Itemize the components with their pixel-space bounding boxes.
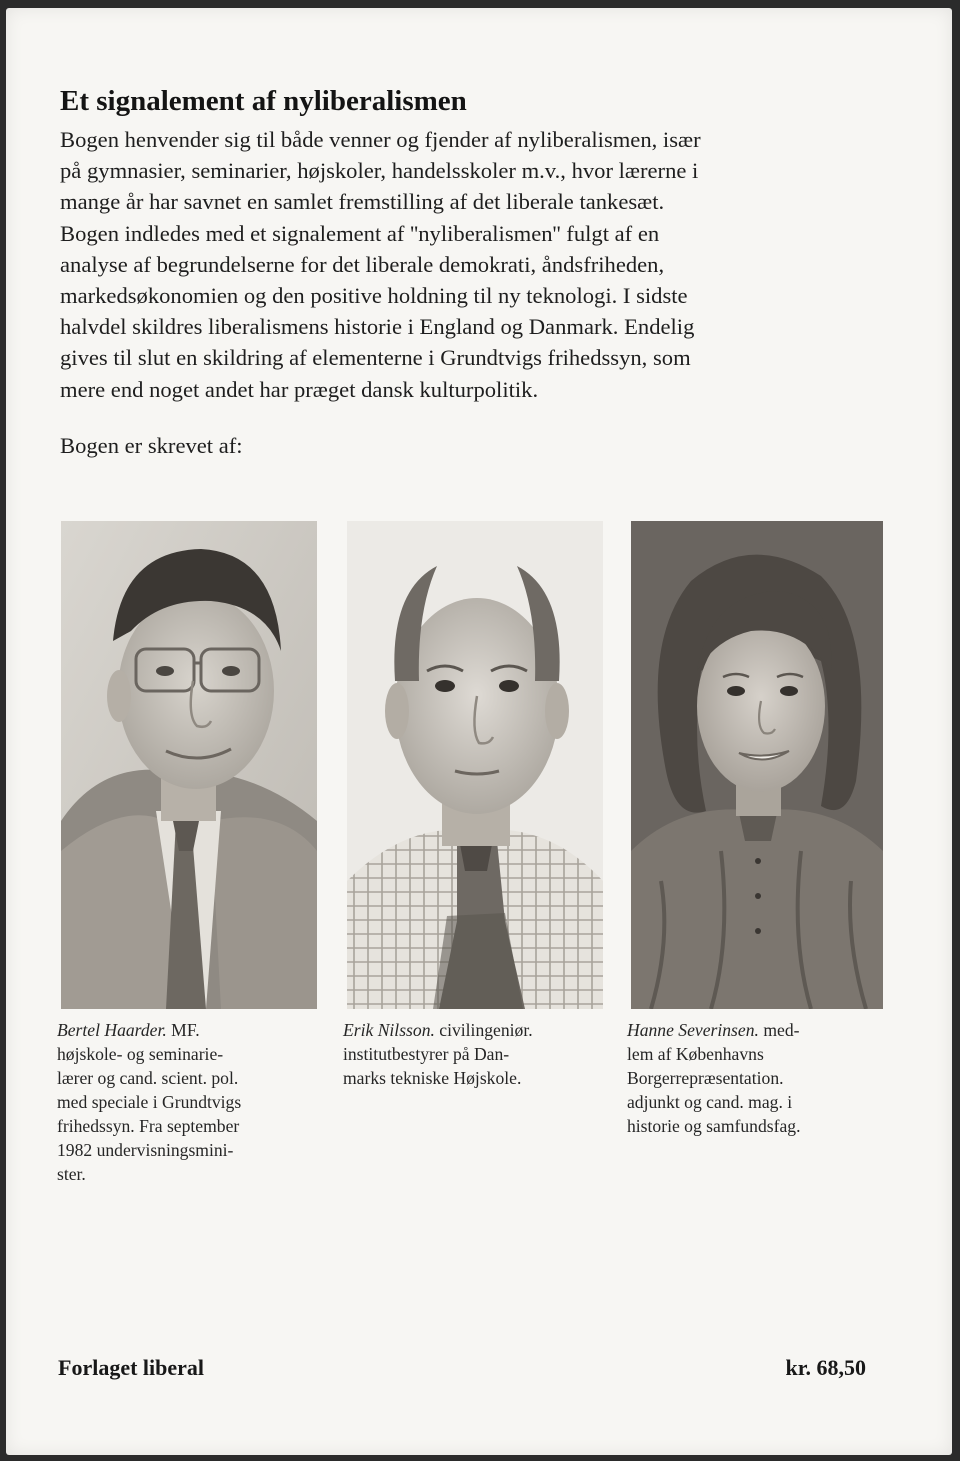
caption-line: højskole- og seminarie- (57, 1044, 224, 1064)
blurb-line: mange år har savnet en samlet fremstilling af det liberale tankesæt. (60, 189, 665, 215)
author-name: Hanne Severinsen. (627, 1020, 759, 1040)
blurb-line: halvdel skildres liberalismens historie i England og Danmark. Endelig (60, 314, 695, 340)
author-caption-erik-nilsson (343, 1018, 613, 1090)
blurb-line: mere end noget andet har præget dansk kulturpolitik. (60, 376, 539, 402)
author-name: Bertel Haarder. (57, 1020, 167, 1040)
caption-line: civilingeniør. (434, 1020, 533, 1040)
caption-line: med speciale i Grundtvigs (57, 1092, 242, 1112)
cover-blurb (60, 124, 920, 405)
caption-line: 1982 undervisningsmini- (57, 1140, 234, 1160)
caption-line: med- (758, 1020, 800, 1040)
blurb-line: Bogen henvender sig til både venner og fjender af nyliberalismen, især (60, 127, 701, 152)
publisher-name: Forlaget liberal (58, 1355, 205, 1380)
portrait-photo (631, 521, 883, 1009)
caption-line: MF. (166, 1020, 200, 1040)
author-name: Erik Nilsson. (343, 1020, 435, 1040)
author-portrait-erik-nilsson (347, 521, 603, 1009)
caption-line: historie og samfundsfag. (627, 1116, 801, 1136)
price-label: kr. 68,50 (785, 1355, 866, 1380)
caption-line: lem af Københavns (627, 1044, 764, 1064)
author-caption-bertel-haarder (57, 1018, 317, 1186)
portrait-photo (61, 521, 317, 1009)
caption-line: frihedssyn. Fra september (57, 1116, 240, 1136)
author-portrait-hanne-severinsen (631, 521, 883, 1009)
blurb-line: gives til slut en skildring af elementerne i Grundtvigs frihedssyn, som (60, 345, 691, 371)
caption-line: lærer og cand. scient. pol. (57, 1068, 239, 1088)
blurb-line: på gymnasier, seminarier, højskoler, handelsskoler m.v., hvor lærerne i (60, 158, 699, 184)
caption-line: institutbestyrer på Dan- (343, 1044, 510, 1064)
caption-line: marks tekniske Højskole. (343, 1068, 522, 1088)
portrait-photo (347, 521, 603, 1009)
caption-line: ster. (57, 1164, 86, 1184)
cover-heading: Et signalement af nyliberalismen (60, 85, 467, 117)
blurb-line: analyse af begrundelserne for det liberale demokrati, åndsfriheden, (60, 251, 665, 277)
author-portrait-bertel-haarder (61, 521, 317, 1009)
blurb-line: Bogen indledes med et signalement af ''nyliberalismen'' fulgt af en (60, 220, 660, 246)
caption-line: adjunkt og cand. mag. i (627, 1092, 793, 1112)
blurb-line: markedsøkonomien og den positive holdning til ny teknologi. I sidste (60, 283, 688, 309)
caption-line: Borgerrepræsentation. (627, 1068, 784, 1088)
written-by-label: Bogen er skrevet af: (60, 433, 243, 458)
author-caption-hanne-severinsen (627, 1018, 897, 1138)
book-back-cover (6, 8, 952, 1455)
